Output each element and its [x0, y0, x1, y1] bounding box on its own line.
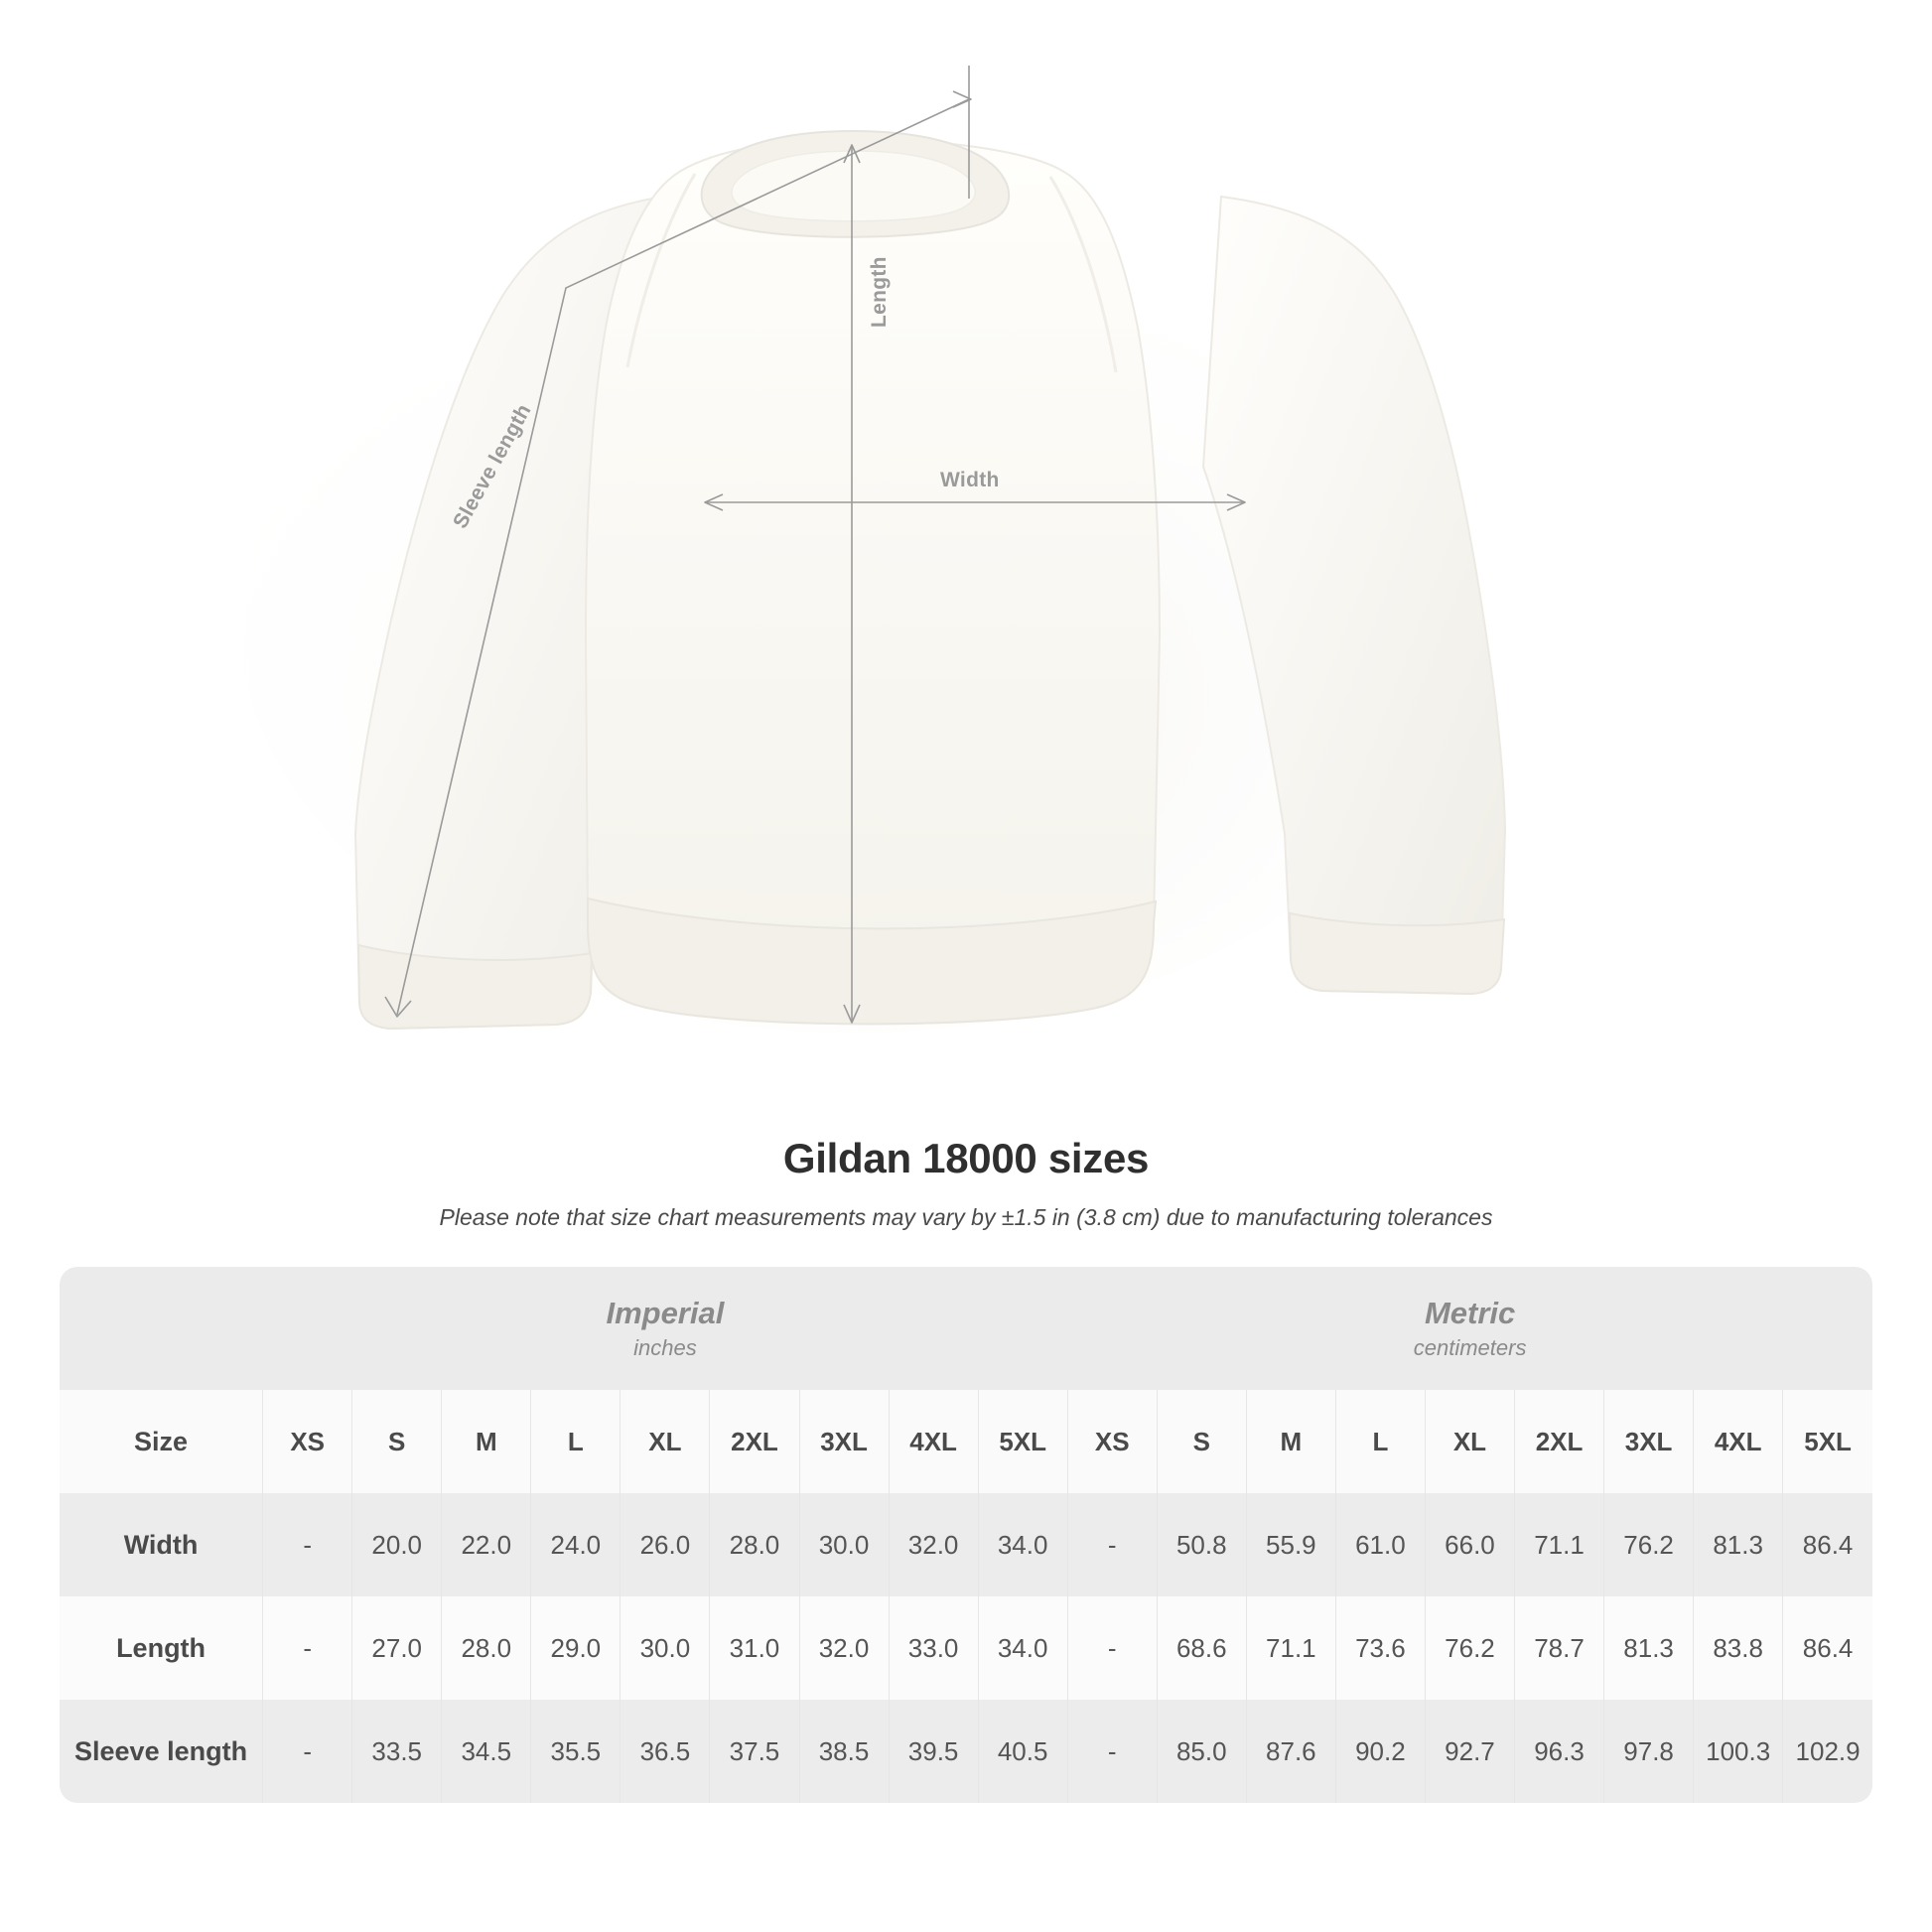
sleeve-length-dimension-label: Sleeve length	[449, 400, 536, 533]
cell-sleeve-imperial-l: 35.5	[531, 1700, 621, 1803]
tolerance-note: Please note that size chart measurements may vary by ±1.5 in (3.8 cm) due to manufacturing tolerances	[439, 1204, 1493, 1230]
collar-inner	[732, 151, 975, 221]
cell-sleeve-metric-xs: -	[1067, 1700, 1157, 1803]
size-table-wrapper	[60, 1267, 1872, 1803]
cell-length-metric-4xl: 83.8	[1694, 1596, 1783, 1700]
size-cell-imperial-4xl: 4XL	[889, 1390, 978, 1493]
cell-length-metric-5xl: 86.4	[1783, 1596, 1872, 1700]
cell-width-metric-5xl: 86.4	[1783, 1493, 1872, 1596]
cell-length-imperial-l: 29.0	[531, 1596, 621, 1700]
size-cell-imperial-5xl: 5XL	[978, 1390, 1067, 1493]
metric-unit-name: Metric	[1424, 1296, 1516, 1331]
cell-sleeve-imperial-5xl: 40.5	[978, 1700, 1067, 1803]
cell-sleeve-metric-xl: 92.7	[1425, 1700, 1514, 1803]
cell-sleeve-metric-4xl: 100.3	[1694, 1700, 1783, 1803]
cell-sleeve-metric-2xl: 96.3	[1515, 1700, 1604, 1803]
size-cell-metric-5xl: 5XL	[1783, 1390, 1872, 1493]
size-cell-imperial-xs: XS	[263, 1390, 352, 1493]
unit-spacer-cell	[60, 1267, 263, 1390]
table-row	[60, 1596, 1872, 1700]
size-cell-metric-m: M	[1246, 1390, 1335, 1493]
cell-sleeve-imperial-4xl: 39.5	[889, 1700, 978, 1803]
length-dimension-label: Length	[868, 256, 891, 328]
table-row	[60, 1493, 1872, 1596]
metric-unit-sub: centimeters	[1413, 1334, 1527, 1360]
cell-sleeve-metric-s: 85.0	[1157, 1700, 1246, 1803]
imperial-unit-name: Imperial	[606, 1296, 725, 1331]
cell-width-imperial-s: 20.0	[352, 1493, 442, 1596]
cell-width-imperial-m: 22.0	[442, 1493, 531, 1596]
unit-header-row	[60, 1267, 1872, 1390]
cell-length-imperial-3xl: 32.0	[799, 1596, 889, 1700]
imperial-unit-sub: inches	[633, 1334, 697, 1360]
size-header-cell: Size	[60, 1390, 263, 1493]
cell-width-imperial-4xl: 32.0	[889, 1493, 978, 1596]
size-cell-imperial-xl: XL	[621, 1390, 710, 1493]
cell-length-imperial-m: 28.0	[442, 1596, 531, 1700]
row-label-length: Length	[60, 1596, 263, 1700]
cell-width-metric-2xl: 71.1	[1515, 1493, 1604, 1596]
cell-width-metric-xs: -	[1067, 1493, 1157, 1596]
cell-length-metric-xs: -	[1067, 1596, 1157, 1700]
size-cell-imperial-m: M	[442, 1390, 531, 1493]
cell-sleeve-metric-m: 87.6	[1246, 1700, 1335, 1803]
imperial-unit-cell	[263, 1267, 1068, 1390]
size-cell-metric-xl: XL	[1425, 1390, 1514, 1493]
cell-width-imperial-3xl: 30.0	[799, 1493, 889, 1596]
cell-length-imperial-s: 27.0	[352, 1596, 442, 1700]
cell-width-imperial-xs: -	[263, 1493, 352, 1596]
cell-width-metric-xl: 66.0	[1425, 1493, 1514, 1596]
size-cell-metric-3xl: 3XL	[1604, 1390, 1694, 1493]
cell-sleeve-imperial-xs: -	[263, 1700, 352, 1803]
cell-width-metric-4xl: 81.3	[1694, 1493, 1783, 1596]
cell-width-metric-3xl: 76.2	[1604, 1493, 1694, 1596]
page-title: Gildan 18000 sizes	[782, 1135, 1150, 1181]
size-table	[60, 1267, 1872, 1803]
cell-length-imperial-xl: 30.0	[621, 1596, 710, 1700]
size-cell-imperial-s: S	[352, 1390, 442, 1493]
size-cell-imperial-2xl: 2XL	[710, 1390, 799, 1493]
cell-length-imperial-xs: -	[263, 1596, 352, 1700]
size-header-row	[60, 1390, 1872, 1493]
row-label-width: Width	[60, 1493, 263, 1596]
cell-length-imperial-2xl: 31.0	[710, 1596, 799, 1700]
cell-length-metric-xl: 76.2	[1425, 1596, 1514, 1700]
cell-width-metric-m: 55.9	[1246, 1493, 1335, 1596]
cell-length-metric-m: 71.1	[1246, 1596, 1335, 1700]
size-cell-metric-s: S	[1157, 1390, 1246, 1493]
cell-width-imperial-xl: 26.0	[621, 1493, 710, 1596]
metric-unit-cell	[1067, 1267, 1872, 1390]
cell-sleeve-imperial-s: 33.5	[352, 1700, 442, 1803]
cell-width-imperial-5xl: 34.0	[978, 1493, 1067, 1596]
width-dimension-label: Width	[940, 469, 1000, 491]
row-label-sleeve-length: Sleeve length	[60, 1700, 263, 1803]
cell-sleeve-imperial-m: 34.5	[442, 1700, 531, 1803]
size-cell-imperial-3xl: 3XL	[799, 1390, 889, 1493]
size-cell-metric-2xl: 2XL	[1515, 1390, 1604, 1493]
size-cell-metric-l: L	[1335, 1390, 1425, 1493]
cell-length-metric-l: 73.6	[1335, 1596, 1425, 1700]
size-cell-metric-xs: XS	[1067, 1390, 1157, 1493]
cell-length-imperial-4xl: 33.0	[889, 1596, 978, 1700]
cell-sleeve-metric-3xl: 97.8	[1604, 1700, 1694, 1803]
cell-sleeve-imperial-2xl: 37.5	[710, 1700, 799, 1803]
cell-width-metric-l: 61.0	[1335, 1493, 1425, 1596]
cell-sleeve-metric-l: 90.2	[1335, 1700, 1425, 1803]
size-cell-imperial-l: L	[531, 1390, 621, 1493]
cell-sleeve-imperial-xl: 36.5	[621, 1700, 710, 1803]
cell-sleeve-metric-5xl: 102.9	[1783, 1700, 1872, 1803]
cell-length-imperial-5xl: 34.0	[978, 1596, 1067, 1700]
title-block	[0, 1135, 1932, 1231]
cell-length-metric-2xl: 78.7	[1515, 1596, 1604, 1700]
cell-width-imperial-l: 24.0	[531, 1493, 621, 1596]
right-cuff	[1290, 913, 1504, 994]
cell-sleeve-imperial-3xl: 38.5	[799, 1700, 889, 1803]
cell-width-metric-s: 50.8	[1157, 1493, 1246, 1596]
size-cell-metric-4xl: 4XL	[1694, 1390, 1783, 1493]
cell-length-metric-s: 68.6	[1157, 1596, 1246, 1700]
table-row	[60, 1700, 1872, 1803]
cell-width-imperial-2xl: 28.0	[710, 1493, 799, 1596]
cell-length-metric-3xl: 81.3	[1604, 1596, 1694, 1700]
